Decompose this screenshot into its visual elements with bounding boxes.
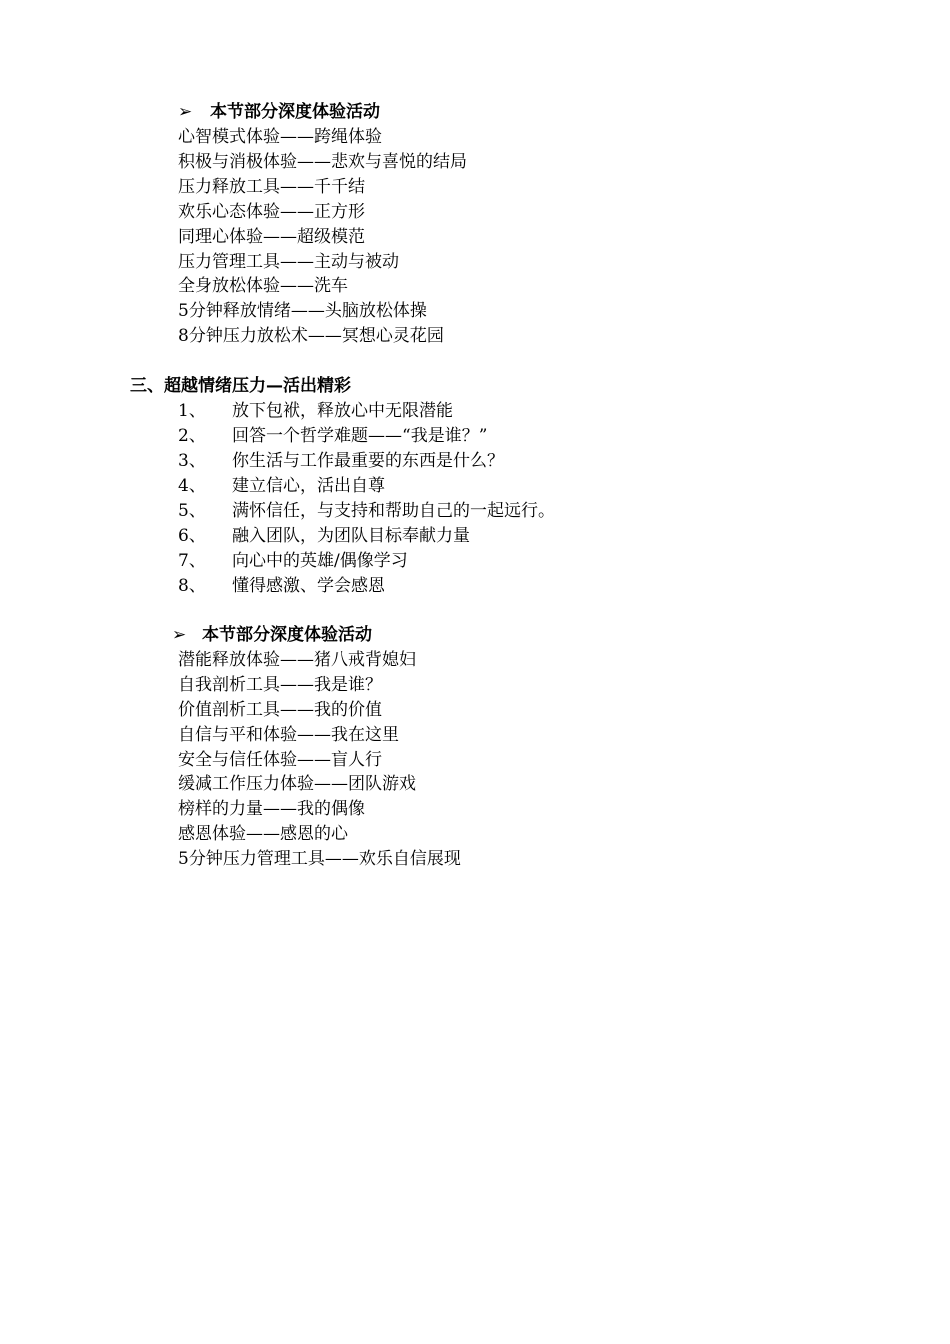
activity-item: 5分钟释放情绪——头脑放松体操 xyxy=(178,301,427,321)
activity-item: 心智模式体验——跨绳体验 xyxy=(178,127,382,147)
item-number: 1、 xyxy=(178,401,206,421)
activity-item: 压力管理工具——主动与被动 xyxy=(178,252,399,272)
activity-item: 榜样的力量——我的偶像 xyxy=(178,799,365,819)
numbered-item xyxy=(178,449,504,473)
activity-item: 自我剖析工具——我是谁？ xyxy=(178,675,382,695)
activity-item: 全身放松体验——洗车 xyxy=(178,276,348,296)
activity-item: 缓减工作压力体验——团队游戏 xyxy=(178,774,416,794)
activity-item: 安全与信任体验——盲人行 xyxy=(178,750,382,770)
activity-item: 同理心体验——超级模范 xyxy=(178,227,365,247)
activity-item: 积极与消极体验——悲欢与喜悦的结局 xyxy=(178,152,467,172)
activity-item: 潜能释放体验——猪八戒背媳妇 xyxy=(178,650,416,670)
numbered-item xyxy=(178,549,408,573)
item-number: 7、 xyxy=(178,551,206,571)
item-number: 2、 xyxy=(178,426,206,446)
numbered-item xyxy=(178,524,470,548)
activity-item: 压力释放工具——千千结 xyxy=(178,177,365,197)
activity-item: 感恩体验——感恩的心 xyxy=(178,824,348,844)
numbered-item xyxy=(178,474,385,498)
numbered-item xyxy=(178,399,453,423)
numbered-item xyxy=(178,574,385,598)
item-number: 6、 xyxy=(178,526,206,546)
activity-item: 8分钟压力放松术——冥想心灵花园 xyxy=(178,326,444,346)
item-text: 融入团队，为团队目标奉献力量 xyxy=(232,526,470,546)
item-text: 向心中的英雄/偶像学习 xyxy=(232,551,408,571)
item-text: 建立信心，活出自尊 xyxy=(232,476,385,496)
item-text: 回答一个哲学难题——“我是谁？” xyxy=(232,426,488,446)
numbered-item xyxy=(178,499,555,523)
section-title: 三、超越情绪压力—活出精彩 xyxy=(130,376,351,396)
item-text: 放下包袱，释放心中无限潜能 xyxy=(232,401,453,421)
section-heading xyxy=(172,623,372,647)
item-number: 8、 xyxy=(178,576,206,596)
item-text: 满怀信任，与支持和帮助自己的一起远行。 xyxy=(232,501,555,521)
activity-item: 欢乐心态体验——正方形 xyxy=(178,202,365,222)
item-text: 你生活与工作最重要的东西是什么？ xyxy=(232,451,504,471)
heading-text: 本节部分深度体验活动 xyxy=(210,102,380,122)
activity-item: 自信与平和体验——我在这里 xyxy=(178,725,399,745)
activity-item: 5分钟压力管理工具——欢乐自信展现 xyxy=(178,849,461,869)
arrow-bullet-icon: ➢ xyxy=(178,102,193,122)
item-number: 3、 xyxy=(178,451,206,471)
item-text: 懂得感激、学会感恩 xyxy=(232,576,385,596)
arrow-bullet-icon: ➢ xyxy=(172,625,187,645)
activity-item: 价值剖析工具——我的价值 xyxy=(178,700,382,720)
section-heading xyxy=(178,100,380,124)
item-number: 5、 xyxy=(178,501,206,521)
item-number: 4、 xyxy=(178,476,206,496)
numbered-item xyxy=(178,424,487,448)
heading-text: 本节部分深度体验活动 xyxy=(202,625,372,645)
